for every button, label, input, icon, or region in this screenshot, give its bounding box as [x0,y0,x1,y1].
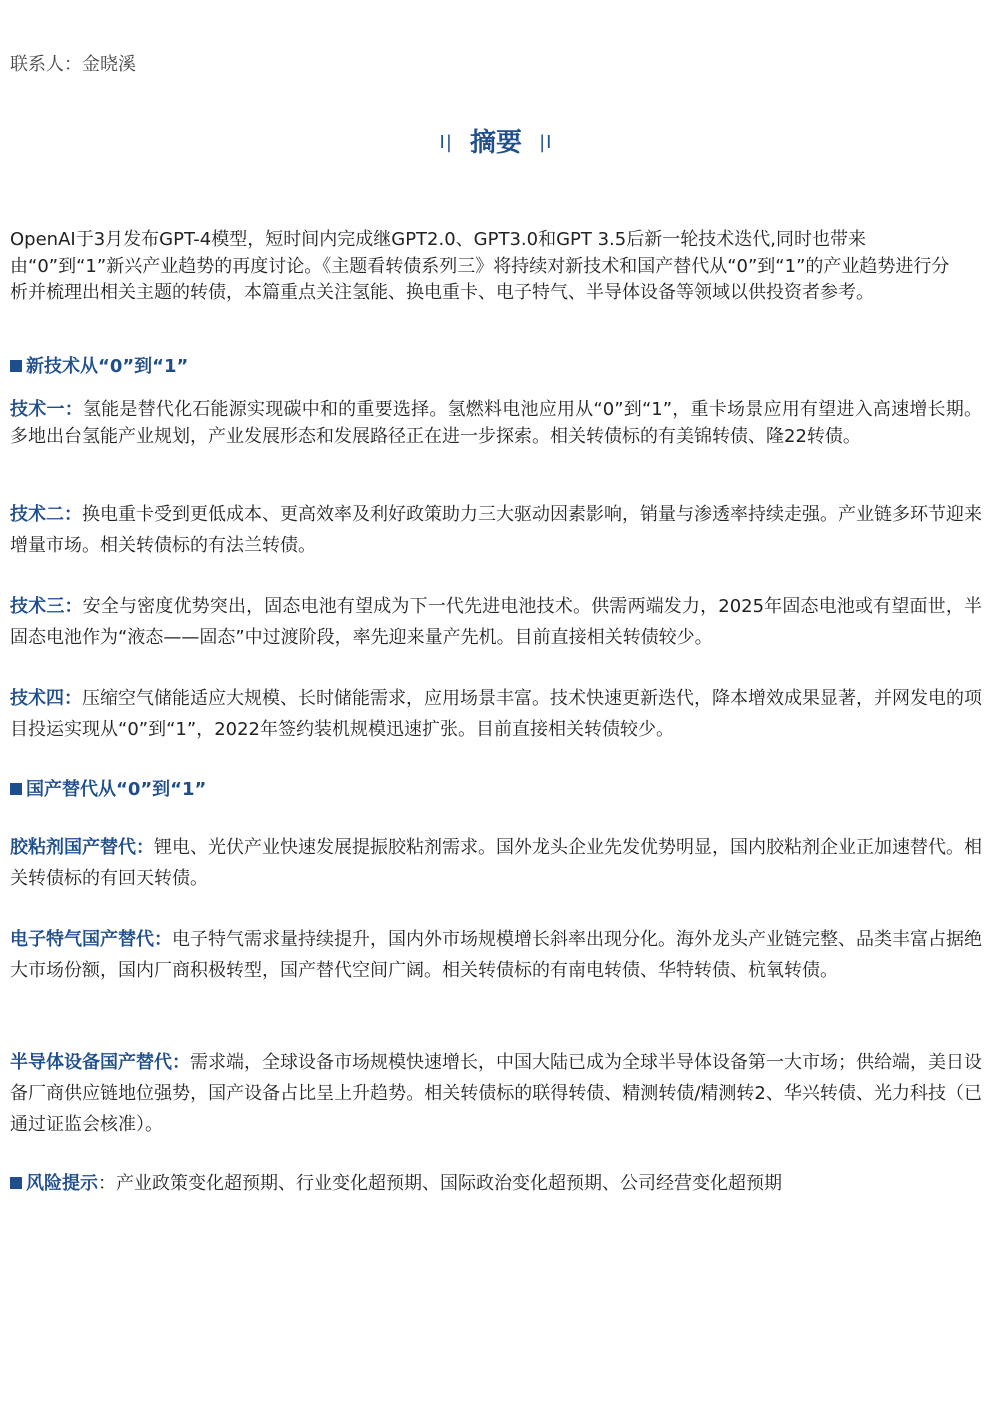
summary-title: 摘要 [469,128,522,158]
special-gas-paragraph [10,924,982,986]
risk-text: ：产业政策变化超预期、行业变化超预期、国际政治变化超预期、公司经营变化超预期 [98,1173,782,1194]
tech-two-heading: 技术二： [10,504,82,525]
right-bars-decoration: |I [539,132,553,153]
left-bars-decoration: I| [439,132,453,153]
intro-paragraph: OpenAI于3月发布GPT-4模型，短时间内完成继GPT2.0、GPT3.0和GPT 3.5后新一轮技术迭代,同时也带来由“0”到“1”新兴产业趋势的再度讨论。《主题看转债系列三》将持续对新技术和国产替代从“0”到“1”的产业趋势进行分析并梳理出相关主题的转债，本篇重点关注氢能、换电重卡、电子特气、半导体设备等领域以供投资者参考。 [10,229,950,303]
tech-three-text: 安全与密度优势突出，固态电池有望成为下一代先进电池技术。供需两端发力，2025年固态电池或有望面世，半固态电池作为“液态——固态”中过渡阶段，率先迎来量产先机。目前直接相关转债较少。 [10,596,983,648]
square-bullet-icon [10,783,22,795]
section-heading-label: 国产替代从“0”到“1” [26,779,207,800]
adhesive-heading: 胶粘剂国产替代： [10,837,154,858]
risk-paragraph [10,1168,982,1199]
tech-one-paragraph [10,397,982,450]
adhesive-paragraph [10,832,982,894]
contact-line: 联系人：金晓溪 [10,54,136,75]
square-bullet-icon [10,1177,22,1189]
semiconductor-paragraph [10,1047,982,1140]
tech-two-paragraph [10,499,982,561]
special-gas-heading: 电子特气国产替代： [10,929,172,950]
section-heading-new-tech [10,352,188,378]
tech-four-heading: 技术四： [10,688,82,709]
adhesive-text: 锂电、光伏产业快速发展提振胶粘剂需求。国外龙头企业先发优势明显，国内胶粘剂企业正加速替代。相关转债标的有回天转债。 [10,837,982,889]
risk-heading: 风险提示 [26,1173,98,1194]
tech-four-text: 压缩空气储能适应大规模、长时储能需求，应用场景丰富。技术快速更新迭代，降本增效成果显著，并网发电的项目投运实现从“0”到“1”，2022年签约装机规模迅速扩张。目前直接相关转债较少。 [10,688,982,740]
tech-three-heading: 技术三： [10,596,83,617]
semiconductor-text: 需求端，全球设备市场规模快速增长，中国大陆已成为全球半导体设备第一大市场；供给端，美日设备厂商供应链地位强势，国产设备占比呈上升趋势。相关转债标的联得转债、精测转债/精测转2、华兴转债、光力科技（已通过证监会核准）。 [10,1052,982,1135]
section-heading-domestic-substitution [10,775,206,801]
square-bullet-icon [10,360,22,372]
tech-one-heading: 技术一： [10,399,83,420]
section-heading-label: 新技术从“0”到“1” [26,356,189,377]
tech-one-text: 氢能是替代化石能源实现碳中和的重要选择。氢燃料电池应用从“0”到“1”，重卡场景应用有望进入高速增长期。多地出台氢能产业规划，产业发展形态和发展路径正在进一步探索。相关转债标的有美锦转债、隆22转债。 [10,399,983,447]
tech-three-paragraph [10,591,982,653]
semiconductor-heading: 半导体设备国产替代： [10,1052,190,1073]
tech-four-paragraph [10,683,982,745]
tech-two-text: 换电重卡受到更低成本、更高效率及利好政策助力三大驱动因素影响，销量与渗透率持续走强。产业链多环节迎来增量市场。相关转债标的有法兰转债。 [10,504,982,556]
summary-title-block [0,122,992,159]
special-gas-text: 电子特气需求量持续提升，国内外市场规模增长斜率出现分化。海外龙头产业链完整、品类丰富占据绝大市场份额，国内厂商积极转型，国产替代空间广阔。相关转债标的有南电转债、华特转债、杭氧转债。 [10,929,982,981]
